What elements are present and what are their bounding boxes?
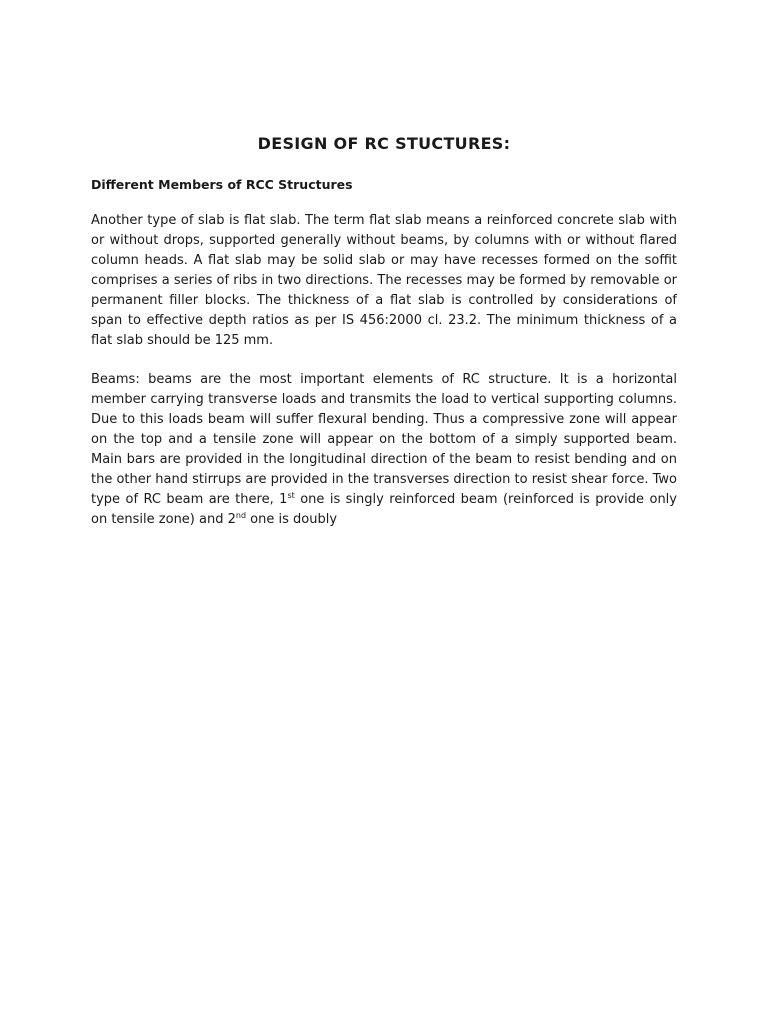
paragraph-beams-text-a: Beams: beams are the most important elements of RC structure. It is a horizontal member carrying transverse loads and transmits the load to vertical supporting columns. Due to this loads beam will suffer flexural bending. Thus a compressive zone will appear on the top and a tensile zone will appear on the bottom of a simply supported beam. Main bars are provided in the longitudinal direction of the beam to resist bending and on the other hand stirrups are provided in the transverses direction to resist shear force. Two type of RC beam are there, 1 [91, 372, 677, 507]
section-subheading: Different Members of RCC Structures [91, 177, 353, 192]
paragraph-beams-text-b: one is singly reinforced beam (reinforced is provide only on tensile zone) and 2 [91, 492, 677, 527]
page-title: DESIGN OF RC STUCTURES: [257, 134, 511, 153]
paragraph-beams-text-c: one is doubly [246, 512, 338, 527]
paragraph-beams [91, 370, 677, 530]
paragraph-flat-slab: Another type of slab is flat slab. The term flat slab means a reinforced concrete slab with or without drops, supported generally without beams, by columns with or without flared column heads. A flat slab may be solid slab or may have recesses formed on the soffit comprises a series of ribs in two directions. The recesses may be formed by removable or permanent filler blocks. The thickness of a flat slab is controlled by considerations of span to effective depth ratios as per IS 456:2000 cl. 23.2. The minimum thickness of a flat slab should be 125 mm. [91, 213, 677, 348]
superscript-st: st [287, 491, 295, 500]
superscript-nd: nd [235, 511, 247, 520]
